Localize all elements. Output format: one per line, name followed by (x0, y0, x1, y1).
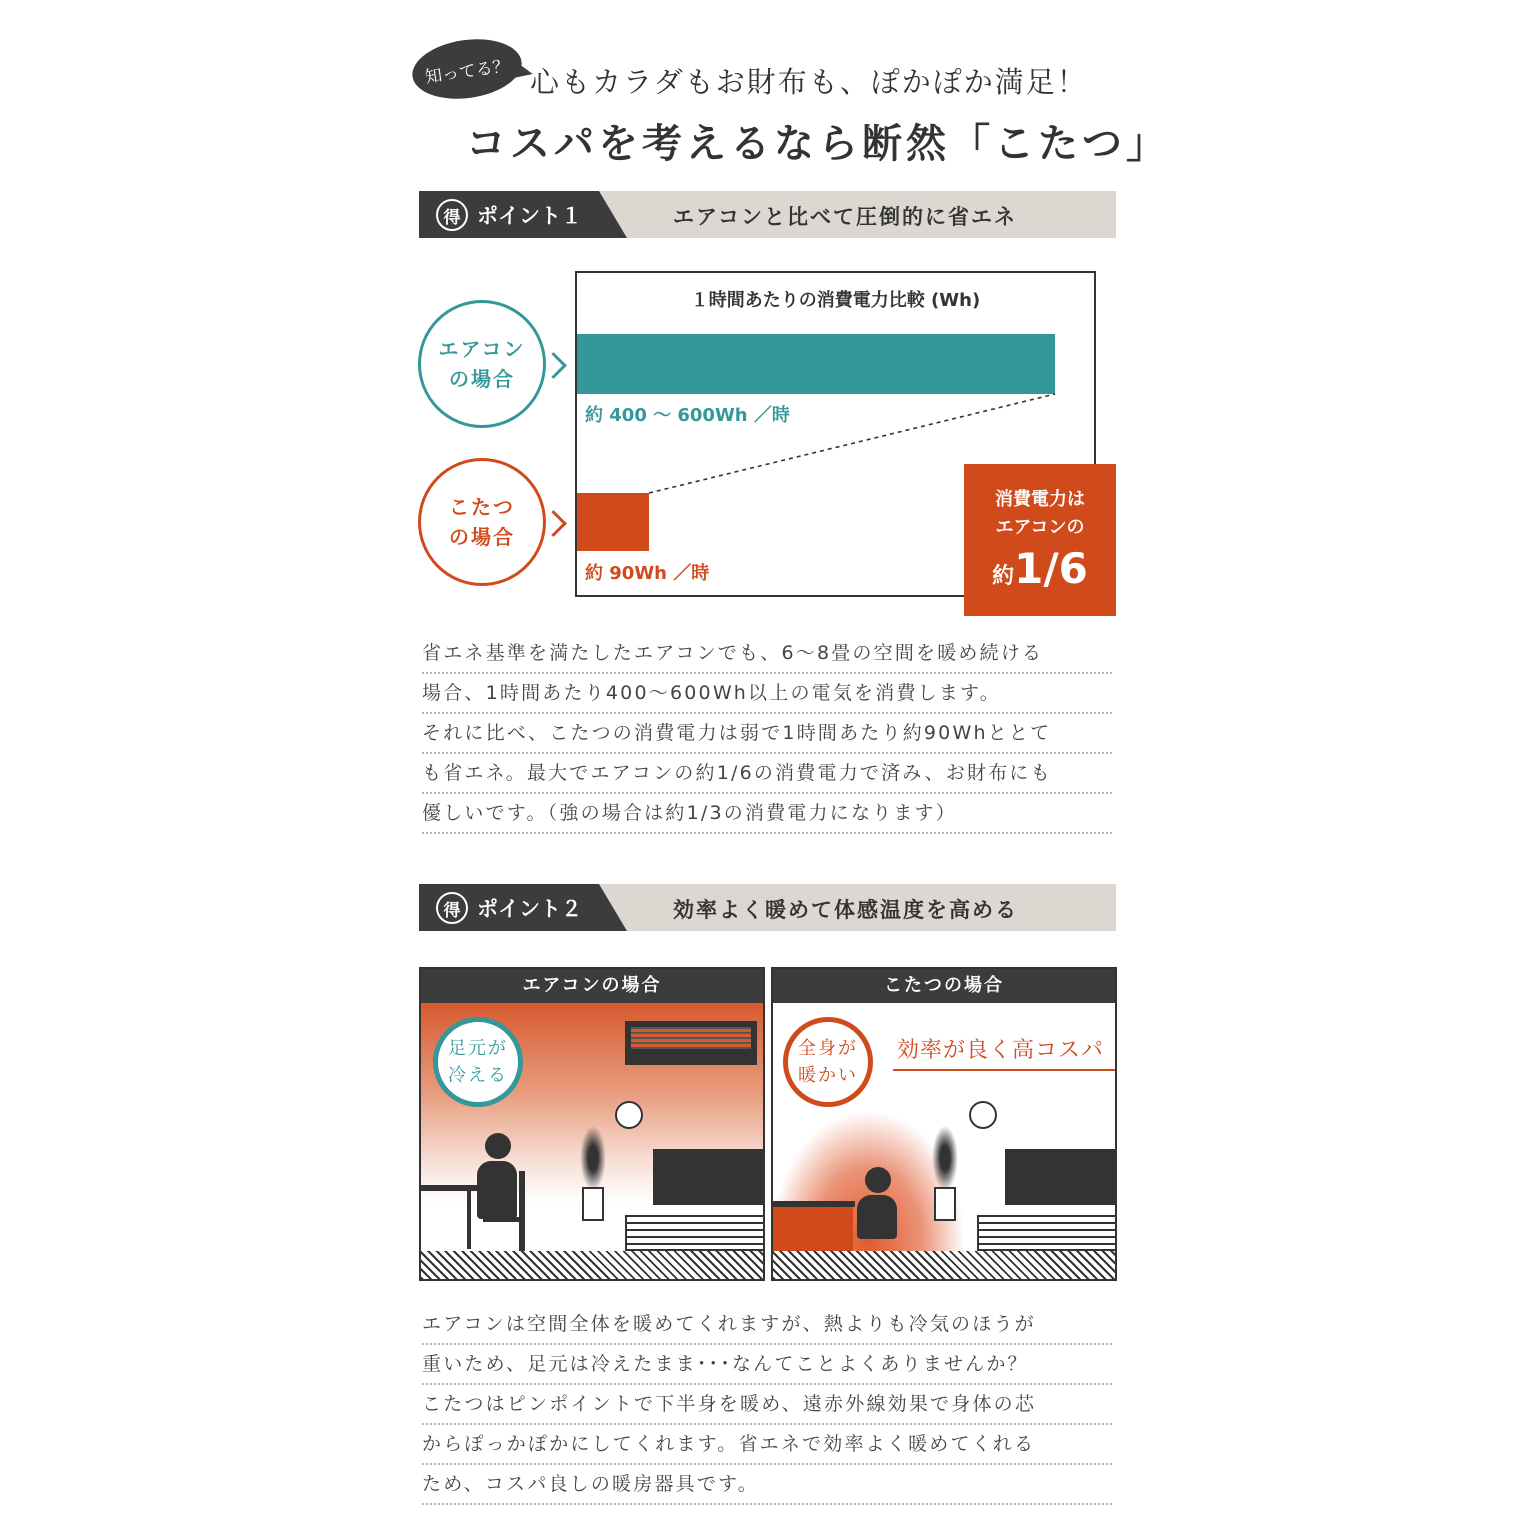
kotatsu-futon-icon (773, 1207, 853, 1251)
plant-icon (579, 1123, 607, 1193)
kotatsu-body-warm-badge (783, 1017, 873, 1107)
paragraph2 (422, 1305, 1112, 1505)
paragraph2-line: からぽっかぽかにしてくれます。省エネで効率よく暖めてくれる (422, 1425, 1112, 1465)
tv-stand-icon (977, 1215, 1117, 1251)
floor-hatch (773, 1251, 1115, 1279)
floor-hatch (421, 1251, 763, 1279)
bar-kotatsu-label: 約 90Wh ／時 (585, 563, 710, 584)
tagline-underline (893, 1069, 1115, 1071)
chair-icon (519, 1171, 525, 1251)
ratio-value-wrap (964, 544, 1116, 593)
ratio-prefix: 約 (992, 564, 1015, 589)
ratio-line1: 消費電力は (995, 489, 1085, 510)
toku-icon: 得 (436, 892, 468, 924)
point2-label: ポイント２ (477, 897, 582, 921)
kotatsu-circle-label (418, 458, 546, 586)
plant-icon (931, 1123, 959, 1193)
chair-seat (483, 1217, 523, 1222)
subtitle: 心もカラダもお財布も、ぽかぽか満足！ (530, 65, 1088, 99)
point1-title: エアコンと比べて圧倒的に省エネ (673, 205, 1017, 229)
kotatsu-table-icon (773, 1201, 855, 1207)
aircon-badge-line2: 冷える (448, 1065, 508, 1086)
person-head-icon (865, 1167, 891, 1193)
desk-leg (467, 1191, 471, 1249)
plant-pot (934, 1187, 956, 1221)
bar-aircon-label: 約 400 〜 600Wh ／時 (585, 405, 790, 426)
bubble-text: 知ってる？ (423, 55, 511, 88)
aircon-panel-title: エアコンの場合 (421, 969, 763, 1003)
kotatsu-circle-line1: こたつ (449, 495, 515, 519)
paragraph1-line: も省エネ。最大でエアコンの約1/6の消費電力で済み、お財布にも (422, 754, 1112, 794)
point2-title: 効率よく暖めて体感温度を高める (673, 898, 1018, 922)
aircon-circle-line1: エアコン (438, 337, 526, 361)
tv-icon (1005, 1149, 1117, 1205)
chart-title: １時間あたりの消費電力比較 (Wh) (690, 290, 981, 311)
paragraph1-line: 省エネ基準を満たしたエアコンでも、6〜8畳の空間を暖め続ける (422, 634, 1112, 674)
kotatsu-badge-line2: 暖かい (798, 1065, 858, 1086)
paragraph1 (422, 634, 1112, 834)
page-title: コスパを考えるなら断然「こたつ」 (466, 121, 1170, 167)
paragraph1-line: 場合、1時間あたり400〜600Wh以上の電気を消費します。 (422, 674, 1112, 714)
paragraph2-line: こたつはピンポイントで下半身を暖め、遠赤外線効果で身体の芯 (422, 1385, 1112, 1425)
plant-pot (582, 1187, 604, 1221)
paragraph2-line: ため、コスパ良しの暖房器具です。 (422, 1465, 1112, 1505)
ratio-callout (964, 464, 1116, 616)
kotatsu-circle-line2: の場合 (449, 525, 515, 549)
person-head-icon (485, 1133, 511, 1159)
paragraph2-line: 重いため、足元は冷えたまま･･･なんてことよくありませんか？ (422, 1345, 1112, 1385)
ratio-line2: エアコンの (995, 517, 1085, 538)
aircon-vents (631, 1027, 751, 1049)
kotatsu-illustration (771, 967, 1117, 1281)
paragraph1-line: それに比べ、こたつの消費電力は弱で1時間あたり約90Whととて (422, 714, 1112, 754)
point1-label: ポイント１ (477, 204, 582, 228)
paragraph1-line: 優しいです。（強の場合は約1/3の消費電力になります） (422, 794, 1112, 834)
aircon-badge-line1: 足元が (448, 1038, 508, 1059)
aircon-circle-line2: の場合 (449, 367, 515, 391)
clock-icon (969, 1101, 997, 1129)
aircon-feet-cold-badge (433, 1017, 523, 1107)
kotatsu-tagline: 効率が良く高コスパ (897, 1038, 1105, 1063)
person-body-icon (857, 1195, 897, 1239)
kotatsu-panel-title: こたつの場合 (773, 969, 1115, 1003)
kotatsu-badge-line1: 全身が (798, 1038, 858, 1059)
aircon-illustration (419, 967, 765, 1281)
aircon-circle-label (418, 300, 546, 428)
ratio-value: 1/6 (1014, 544, 1088, 593)
point2-banner (419, 884, 1116, 931)
person-body-icon (477, 1161, 517, 1219)
paragraph2-line: エアコンは空間全体を暖めてくれますが、熱よりも冷気のほうが (422, 1305, 1112, 1345)
tv-stand-icon (625, 1215, 765, 1251)
tv-icon (653, 1149, 765, 1205)
clock-icon (615, 1101, 643, 1129)
toku-icon: 得 (436, 199, 468, 231)
